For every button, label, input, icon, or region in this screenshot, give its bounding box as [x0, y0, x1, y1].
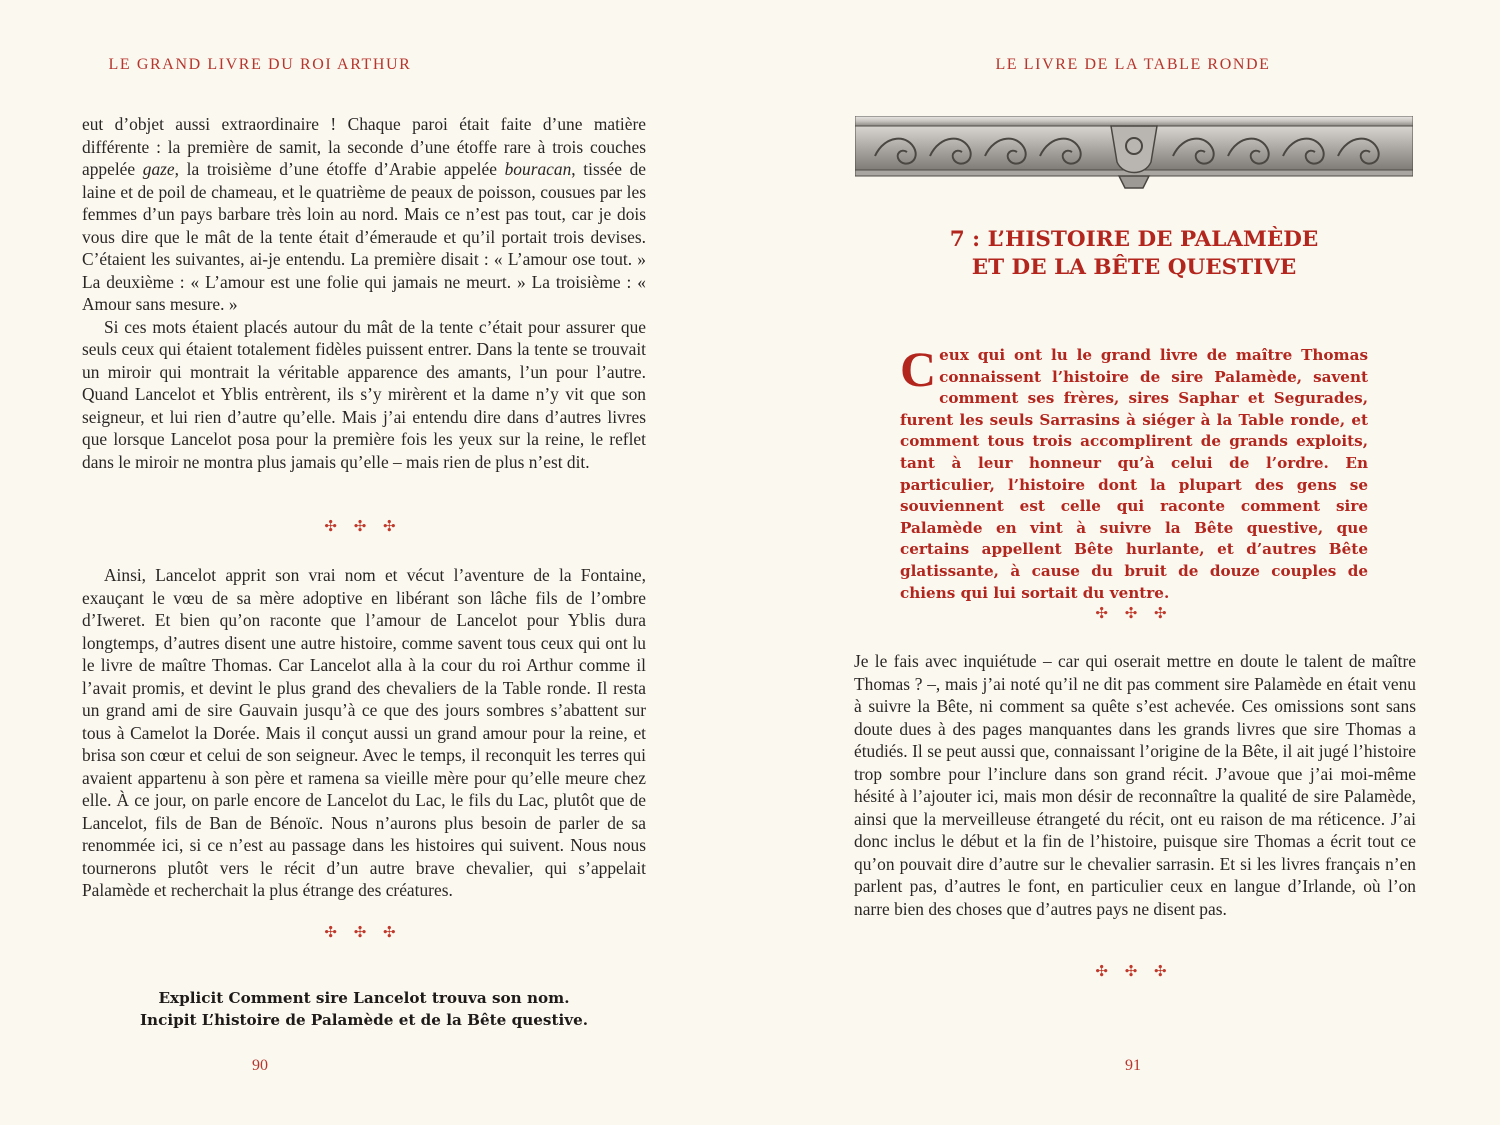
paragraph: [82, 113, 646, 316]
text-run: , la troisième d’une étoffe d’Arabie appelée: [174, 159, 505, 179]
text-run: , tissée de laine et de poil de chameau, et le quatrième de peaux de poisson, cousues par les femmes d’un pays barbare très loin au nord. Mais ce n’est pas tout, car je dois vous dire que le mât de la tente était d’émeraude et qu’il portait trois devises. C’étaient les suivantes, ai-je entendu. La première disait : « L’amour ose tout. » La deuxième : « L’amour est une folie qui jamais ne meurt. » La troisième : « Amour sans mesure. »: [82, 159, 646, 314]
explicit-incipit: [82, 987, 646, 1031]
chapter-title-line: ET DE LA BÊTE QUESTIVE: [971, 255, 1297, 280]
chapter-title: [890, 226, 1378, 282]
cross-ornament-icon: ✣ ✣ ✣: [324, 923, 402, 941]
right-page: [750, 0, 1500, 1125]
text-run: eut d’objet aussi extraordinaire ! Chaque paroi était faite d’une matière différente : la première de samit, la seconde d’une étoffe rare à trois couches appelée: [82, 114, 646, 179]
body-text-block: [82, 113, 646, 473]
body-text-block: [854, 650, 1416, 920]
cross-ornament-icon: ✣ ✣ ✣: [324, 517, 402, 535]
chapter-intro: [900, 341, 1368, 604]
italic-term: gaze: [142, 159, 175, 179]
italic-term: bouracan: [504, 159, 572, 179]
chapter-title-line: 7 : L’HISTOIRE DE PALAMÈDE: [949, 227, 1319, 252]
intro-text: eux qui ont lu le grand livre de maître Thomas connaissent l’histoire de sire Palamède, savent comment ses frères, sires Saphar et Segurades, furent les seuls Sarrasins à siéger à la Table ronde, et comment tous trois accomplirent de grands exploits, tant à leur honneur qu’à celui de l’ordre. En particulier, l’histoire dont la plupart des gens se souviennent est celle qui raconte comment sire Palamède en vint à suivre la Bête questive, que certains appellent Bête hurlante, et d’autres Bête glatissante, à cause du bruit de douze couples de chiens qui lui sortait du ventre.: [900, 346, 1368, 602]
explicit-line: Explicit Comment sire Lancelot trouva son nom.: [158, 989, 570, 1007]
cross-ornament-icon: ✣ ✣ ✣: [1095, 604, 1173, 622]
paragraph: Je le fais avec inquiétude – car qui oserait mettre en doute le talent de maître Thomas ? –, mais j’ai noté qu’il ne dit pas comment sire Palamède en était venu à suivre la Bête, ni comment sa quête s’est achevée. Ces omissions sont sans doute dues à des pages manquantes dans les grands livres que sire Thomas a étudiés. Il se peut aussi que, connaissant l’origine de la Bête, il ait jugé l’histoire trop sombre pour l’inclure dans son grand récit. J’avoue que j’ai moi-même hésité à l’ajouter ici, mais mon désir de reconnaître la qualité de sire Palamède, ainsi que la merveilleuse étrangeté du récit, ont eu raison de ma réticence. J’ai donc inclus le début et la fin de l’histoire, puisque sire Thomas a écrit tout ce qu’on pouvait dire d’autre sur le chevalier sarrasin. Et si les livres français n’en parlent pas, d’autres le font, en particulier ceux en langue d’Irlande, où l’on narre bien des choses que d’autres pays ne disent pas.: [854, 651, 1416, 919]
body-text-block: [82, 564, 646, 902]
running-head: LE LIVRE DE LA TABLE RONDE: [995, 56, 1271, 73]
paragraph: Ainsi, Lancelot apprit son vrai nom et vécut l’aventure de la Fontaine, exauçant le vœu de sa mère adoptive en libérant son lâche fils de l’ombre d’Iweret. Et bien qu’on raconte que l’amour de Lancelot pour Yblis dura longtemps, d’autres disent une autre histoire, comme savent tous ceux qui ont lu le livre de maître Thomas. Car Lancelot alla à la cour du roi Arthur comme il l’avait promis, et devint le plus grand des chevaliers de la Table ronde. Il resta un grand ami de sire Gauvain jusqu’à ce que des jours sombres s’abattent sur tous à Camelot la Dorée. Mais il conçut aussi un grand amour pour la reine, et brisa son cœur et celui de son seigneur. Avec le temps, il reconquit les terres qui avaient appartenu à son père et ramena sa vieille mère pour qu’elle meure chez elle. À ce jour, on parle encore de Lancelot du Lac, le fils du Lac, plutôt que de Lancelot, fils de Ban de Bénoïc. Nous n’aurons plus besoin de parler de sa renommée ici, si ce n’est au passage dans les histoires qui suivent. Nous nous tournerons plutôt vers le récit d’un autre brave chevalier, qui s’appelait Palamède et recherchait la plus étrange des créatures.: [82, 565, 646, 900]
drop-cap: C: [900, 341, 937, 397]
page-number: 91: [1125, 1057, 1141, 1074]
running-head: LE GRAND LIVRE DU ROI ARTHUR: [108, 56, 412, 73]
page-number: 90: [252, 1057, 268, 1074]
paragraph: Si ces mots étaient placés autour du mât de la tente c’était pour assurer que seuls ceux qui étaient totalement fidèles puissent entrer. Dans la tente se trouvait un miroir qui montrait la véritable apparence des amants, l’un pour l’autre. Quand Lancelot et Yblis entrèrent, ils s’y mirèrent et la dame n’y vit que son seigneur, et lui rien d’autre qu’elle. Mais j’ai entendu dire dans d’autres livres que lorsque Lancelot posa pour la première fois les yeux sur la reine, le reflet dans le miroir ne montra plus jamais qu’elle – mais rien de plus n’est dit.: [82, 316, 646, 472]
cross-ornament-icon: ✣ ✣ ✣: [1095, 962, 1173, 980]
incipit-line: Incipit L’histoire de Palamède et de la Bête questive.: [139, 1011, 589, 1029]
frieze-ornament-icon: [855, 116, 1413, 190]
